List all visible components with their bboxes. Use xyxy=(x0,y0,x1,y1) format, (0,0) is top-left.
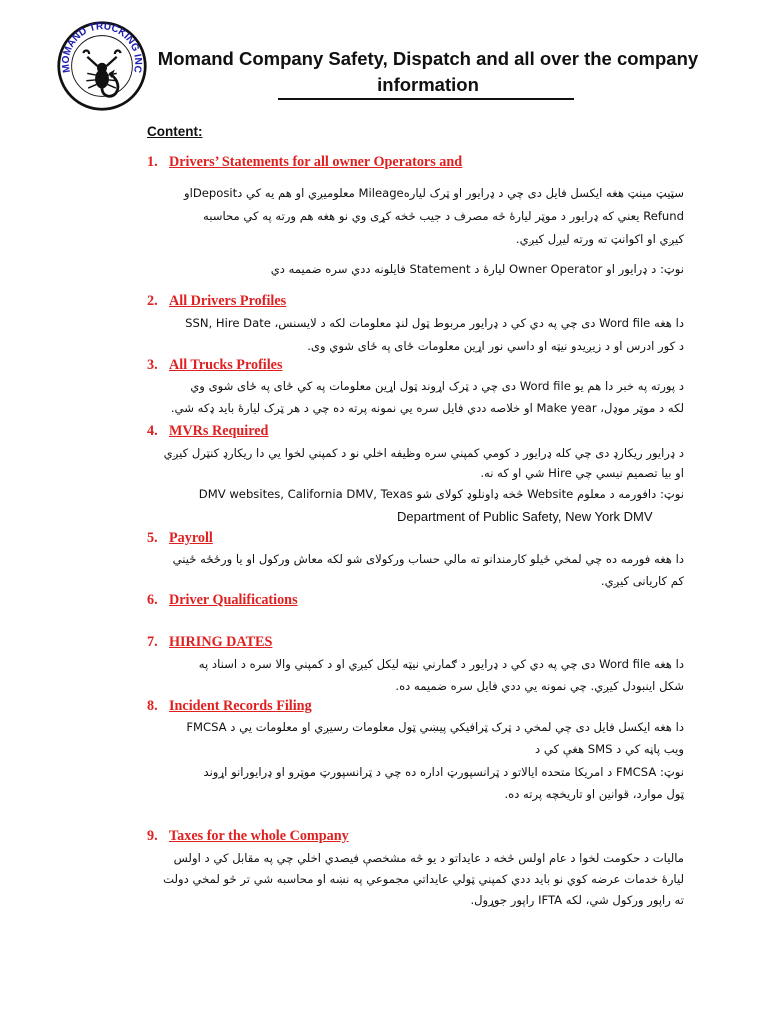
section-body-line: کم کاريانی کيږي. xyxy=(600,574,684,588)
section-heading xyxy=(147,293,286,310)
section-heading xyxy=(147,530,213,547)
section-body-line: لکه د موټر موډل، Make year او خلاصه ددي فايل سره يي نمونه پرته ده چي د هر ټرک ليارهٔ بايد ډکه شي. xyxy=(170,401,684,415)
section-heading xyxy=(147,592,298,609)
section-body-line: د پورته په خبر دا هم يو Word file دی چي د ټرک اړوند ټول اړين معلومات په کي ځاى په ځاى شوی وي xyxy=(190,379,684,393)
section-body-line: ته راپور ورکول شي، لکه IFTA راپور جوړول. xyxy=(470,893,684,907)
section-note-line: نوټ: د ډرايور او Owner Operator ليارهٔ د Statement فايلونه ددي سره ضميمه دي xyxy=(270,262,684,276)
section-body-line: دا هغه Word file دی چي په دي کي د ډرايور مربوط ټول لنډ معلومات لکه د لايسنس، SSN, Hire Date xyxy=(185,316,684,330)
section-number: 6. xyxy=(147,592,158,608)
section-heading xyxy=(147,828,349,845)
section-note-line: نوټ: دافورمه د معلوم Website څخه ډاونلوډ کولاى شو DMV websites, California DMV, Texas xyxy=(198,487,684,501)
section-title: HIRING DATES xyxy=(169,634,273,650)
section-number: 9. xyxy=(147,828,158,844)
section-heading xyxy=(147,634,272,651)
section-body-line: ليارهٔ خدمات عرضه کوي نو بايد ددي کمپني ټولي عايداتي مجموعي په نښه او محاسبه شي تر څو لمخي دولت xyxy=(163,872,684,886)
section-title: All Drivers Profiles xyxy=(169,293,287,309)
section-title: All Trucks Profiles xyxy=(169,357,283,373)
section-number: 8. xyxy=(147,698,158,714)
section-body-line: Refund يعني که ډرايور د موټر ليارهٔ څه مصرف د جيب څخه کړی وي نو هغه هم ورته په کي محاسبه xyxy=(203,209,684,223)
section-title: Drivers’ Statements for all owner Operators and xyxy=(169,154,463,170)
company-logo xyxy=(56,20,148,112)
section-title: Taxes for the whole Company xyxy=(169,828,349,844)
section-title: Incident Records Filing xyxy=(169,698,312,714)
section-body-line: او بيا تصميم نيسي چي Hire شي او که نه. xyxy=(480,466,684,480)
section-body-line: دا هغه ايکسل فايل دی چي لمخي د ټرک ټرافيکي پيښي ټول معلومات رسيږي او معلومات يي د FMCSA xyxy=(186,720,684,734)
section-body-line: د کور ادرس او د زيږيدو نيټه او داسي نور اړين معلومات ځاى په ځاى شوي وى. xyxy=(307,339,684,353)
section-number: 4. xyxy=(147,423,158,439)
section-title: Payroll xyxy=(169,530,213,546)
section-title: MVRs Required xyxy=(169,423,269,439)
section-body-line: ويب پاڼه کي د SMS هغې کي د xyxy=(534,742,684,756)
document-title-line-1: Momand Company Safety, Dispatch and all over the company xyxy=(157,48,699,69)
section-number: 3. xyxy=(147,357,158,373)
section-heading xyxy=(147,698,312,715)
section-body-line: سټيټ مينټ هغه ايکسل فايل دی چي د ډرايور او ټرک ليارهMileage معلوميږي او هم يه کي دDepositاو xyxy=(183,186,684,200)
section-number: 2. xyxy=(147,293,158,309)
section-body-line: ماليات د حکومت لخوا د عام اولس څخه د عايداتو د يو څه مشخصې فيصدي اخلي چي په مقابل کي د اولس xyxy=(173,851,684,865)
section-number: 1. xyxy=(147,154,158,170)
section-note-line: ټول موارد، قوانين او تاريخچه پرته ده. xyxy=(504,787,684,801)
section-heading xyxy=(147,154,462,171)
section-body-line: دا هغه فورمه ده چي لمخي ځيلو کارمندانو ته مالي حساب ورکولاى شو لکه معاش ورکول او يا ورځځه ځيني xyxy=(172,552,684,566)
section-note-line: Department of Public Safety, New York DMV xyxy=(397,509,653,524)
section-heading xyxy=(147,357,283,374)
logo-text: MOMAND TRUCKING INC xyxy=(60,21,144,74)
section-body-line: دا هغه Word file دی چي په دي کي د ډرايور د ګمارني نيټه ليکل کيږي او د کمپني والا سره د اسناد په xyxy=(198,657,684,671)
section-body-line: شکل اينبودل کيږي. چي نمونه يي ددي فايل سره ضميمه ده. xyxy=(395,679,684,693)
section-number: 5. xyxy=(147,530,158,546)
section-title: Driver Qualifications xyxy=(169,592,298,608)
section-body-line: کيږي او اکوانټ ته ورته ليږل کيږي. xyxy=(515,232,684,246)
content-label: Content: xyxy=(147,124,203,139)
section-number: 7. xyxy=(147,634,158,650)
section-body-line: د ډرايور ريکارډ دی چي کله ډرايور د کومي کمپني سره وظيفه اخلي نو د کمپني لخوا يي دا ريکارډ کنټرل کيږي xyxy=(163,446,684,460)
title-underline xyxy=(278,98,574,100)
document-title-line-2: information xyxy=(377,74,479,95)
section-note-line: نوټ: FMCSA د امريکا متحده ايالاتو د ټرانسپورټ اداره ده چي د ټرانسپورټ موټرو او ډرايورانو اړوند xyxy=(203,765,684,779)
section-heading xyxy=(147,423,268,440)
